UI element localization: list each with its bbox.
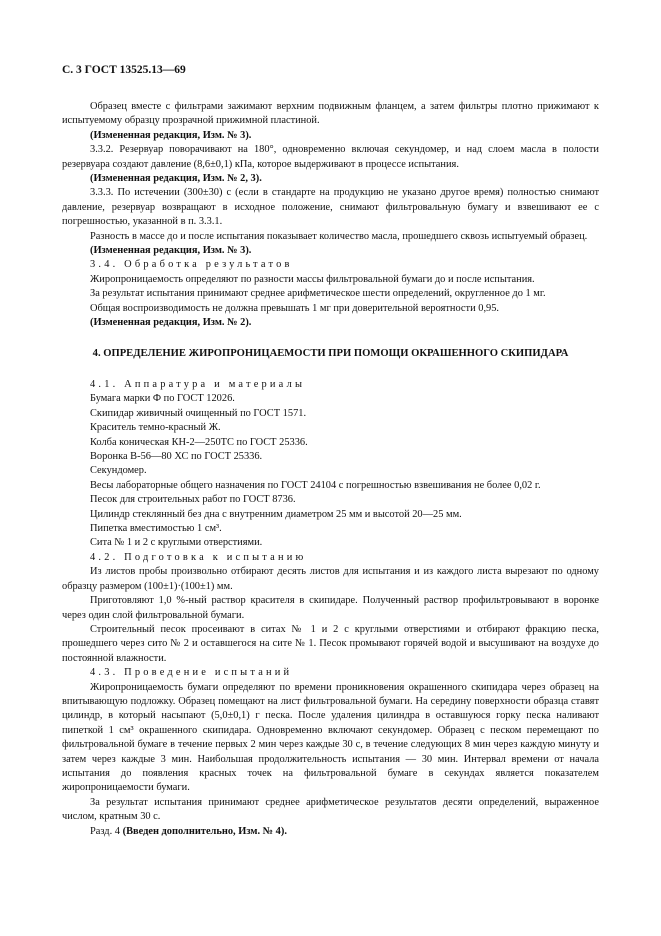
paragraph: Из листов пробы произвольно отбирают десять листов для испытания и из каждого листа вырезают по одному образцу размером (100±1)·(100±1) мм. bbox=[62, 566, 599, 592]
clause-3-4-heading: 3.4. Обработка результатов bbox=[90, 259, 293, 271]
paragraph: За результат испытания принимают среднее арифметическое результатов десяти определений, выраженное числом, кратным 30 с. bbox=[62, 796, 599, 823]
material-item: Весы лабораторные общего назначения по ГОСТ 24104 с погрешностью взвешивания не более 0,02 г. bbox=[90, 479, 541, 491]
clause-4-3-heading: 4.3. Проведение испытаний bbox=[90, 667, 293, 679]
page-header: С. 3 ГОСТ 13525.13—69 bbox=[62, 64, 186, 76]
edition-note: (Измененная редакция, Изм. № 3). bbox=[90, 129, 252, 141]
material-item: Цилиндр стеклянный без дна с внутренним диаметром 25 мм и высотой 20—25 мм. bbox=[90, 508, 462, 520]
material-item: Скипидар живичный очищенный по ГОСТ 1571. bbox=[90, 407, 307, 419]
paragraph: Общая воспроизводимость не должна превышать 1 мг при доверительной вероятности 0,95. bbox=[90, 302, 500, 314]
clause-4-2-heading: 4.2. Подготовка к испытанию bbox=[90, 551, 307, 563]
material-item: Песок для строительных работ по ГОСТ 8736. bbox=[90, 494, 296, 506]
clause-3-3-3: 3.3.3. По истечении (300±30) с (если в стандарте на продукцию не указано другое время) полностью снимают давление, резервуар возвращают в исходное положение, снимают фильтровальную бумагу и взвешивают ее с погрешностью, указанной в п. 3.3.1. bbox=[62, 187, 599, 228]
final-note-prefix: Разд. 4 bbox=[90, 825, 120, 837]
paragraph: Жиропроницаемость бумаги определяют по времени проникновения окрашенного скипидара через образец на впитывающую подложку. Образец помещают на лист фильтровальной бумаги. На середину поверхности образца ставят цилиндр, в который насыпают (5,0±0,1) г песка. После удаления цилиндра в оставшуюся горку песка наливают пипеткой 1 см³ окрашенного скипидара. Одновременно включают секундомер. Образец с песком перемещают по фильтровальной бумаге в течение первых 2 мин через каждые 30 с, в течение следующих 8 мин через каждую минуту и затем через каждые 3 мин. Наибольшая продолжительность испытания — 30 мин. Интервал времени от начала испытания до появления красных точек на фильтровальной бумаге в секундах является показателем жиропроницаемости бумаги. bbox=[62, 681, 599, 794]
document-page bbox=[62, 64, 599, 839]
material-item: Бумага марки Ф по ГОСТ 12026. bbox=[90, 393, 235, 405]
clause-4-1-heading: 4.1. Аппаратура и материалы bbox=[90, 379, 306, 390]
material-item: Секундомер. bbox=[90, 465, 147, 477]
paragraph: Образец вместе с фильтрами зажимают верхним подвижным фланцем, а затем фильтры плотно прижимают к испытуемому образцу прозрачной прижимной пластиной. bbox=[62, 101, 599, 127]
edition-note: (Измененная редакция, Изм. № 2, 3). bbox=[90, 173, 262, 185]
material-item: Сита № 1 и 2 с круглыми отверстиями. bbox=[90, 537, 263, 549]
final-note-bold: (Введен дополнительно, Изм. № 4). bbox=[122, 825, 287, 837]
paragraph: Разность в массе до и после испытания показывает количество масла, прошедшего сквозь испытуемый образец. bbox=[90, 230, 588, 242]
material-item: Воронка В-56—80 ХС по ГОСТ 25336. bbox=[90, 451, 263, 463]
clause-3-3-2: 3.3.2. Резервуар поворачивают на 180°, одновременно включая секундомер, и над слоем масла в полости резервуара создают давление (8,6±0,1) кПа, которое выдерживают в процессе испытания. bbox=[62, 144, 599, 170]
material-item: Пипетка вместимостью 1 см³. bbox=[90, 523, 222, 535]
edition-note: (Измененная редакция, Изм. № 2). bbox=[90, 317, 252, 329]
paragraph: За результат испытания принимают среднее арифметическое шести определений, округленное до 1 мг. bbox=[90, 288, 546, 300]
material-item: Краситель темно-красный Ж. bbox=[90, 422, 221, 434]
material-item: Колба коническая КН-2—250ТС по ГОСТ 25336. bbox=[90, 436, 308, 448]
paragraph: Приготовляют 1,0 %-ный раствор красителя в скипидаре. Полученный раствор профильтровывают в воронке через один слой фильтровальной бумаги. bbox=[62, 595, 599, 621]
paragraph: Жиропроницаемость определяют по разности массы фильтровальной бумаги до и после испытания. bbox=[90, 273, 535, 285]
section-4-title: 4. ОПРЕДЕЛЕНИЕ ЖИРОПРОНИЦАЕМОСТИ ПРИ ПОМОЩИ ОКРАШЕННОГО СКИПИДАРА bbox=[92, 347, 569, 359]
paragraph: Строительный песок просеивают в ситах № 1 и 2 с круглыми отверстиями и отбирают фракцию песка, прошедшего через сито № 2 и оставшегося на сите № 1. Песок промывают горячей водой и высушивают на воздухе до постоянной влажности. bbox=[62, 623, 599, 664]
edition-note: (Измененная редакция, Изм. № 3). bbox=[90, 245, 252, 257]
final-note bbox=[62, 825, 599, 839]
